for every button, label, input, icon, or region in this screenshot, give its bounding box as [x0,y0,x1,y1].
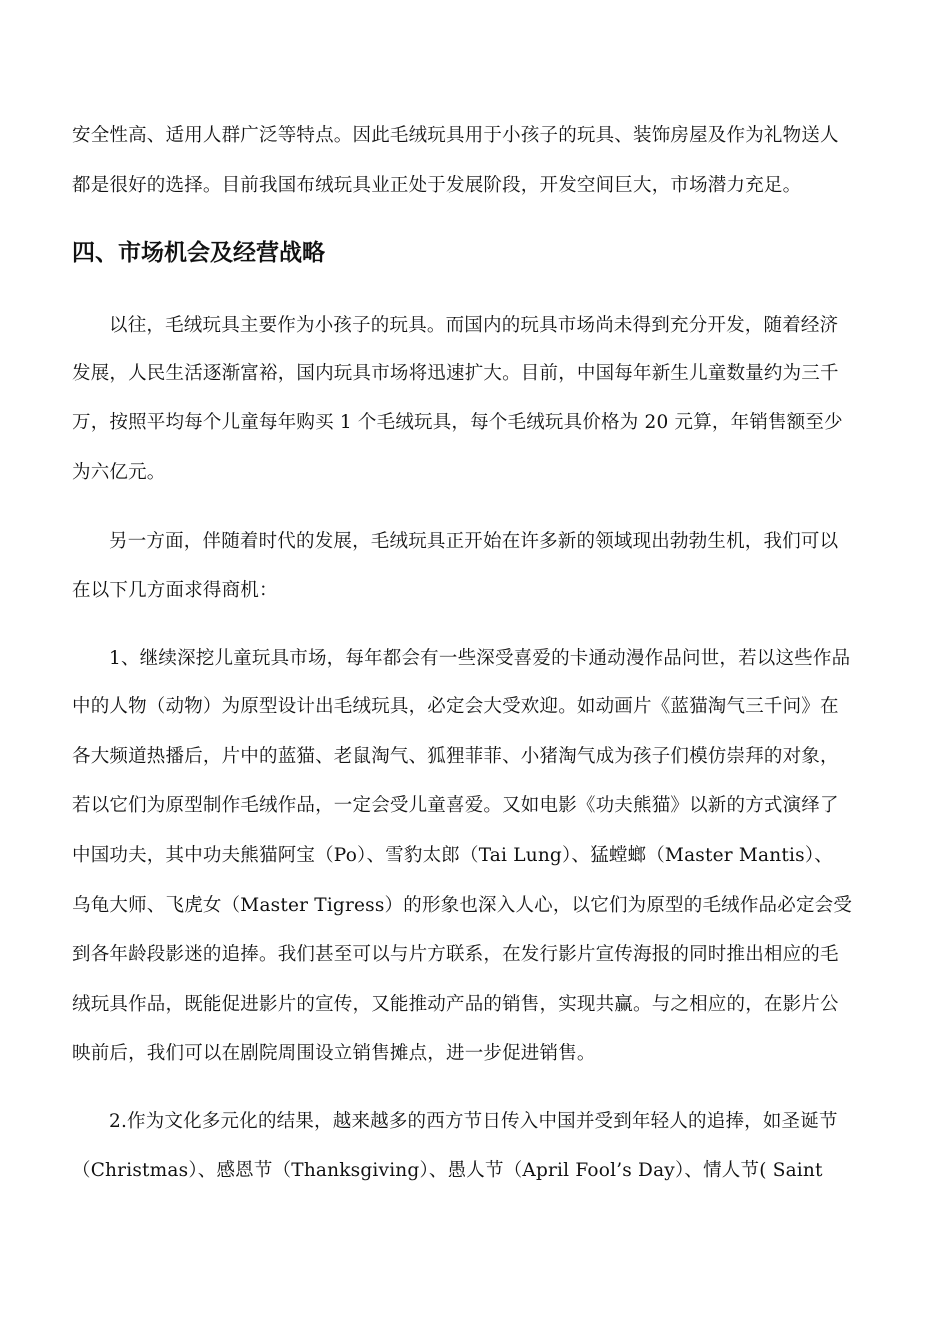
paragraph3-line-5: 中国功夫，其中功夫熊猫阿宝（Po）、雪豹太郎（Tai Lung）、猛螳螂（Master Mantis）、 [72,845,833,866]
paragraph3-line-6: 乌龟大师、飞虎女（Master Tigress）的形象也深入人心，以它们为原型的毛绒作品必定会受 [72,895,853,916]
paragraph3-line-1: 1、继续深挖儿童玩具市场，每年都会有一些深受喜爱的卡通动漫作品问世，若以这些作品 [109,648,851,669]
intro-line-2: 都是很好的选择。目前我国布绒玩具业正处于发展阶段，开发空间巨大，市场潜力充足。 [72,175,802,196]
paragraph4-line-1: 2.作为文化多元化的结果，越来越多的西方节日传入中国并受到年轻人的追捧，如圣诞节 [109,1111,838,1132]
paragraph3-line-8: 绒玩具作品，既能促进影片的宣传，又能推动产品的销售，实现共赢。与之相应的，在影片公 [72,994,839,1015]
paragraph1-line-3: 万，按照平均每个儿童每年购买 1 个毛绒玩具，每个毛绒玩具价格为 20 元算，年销售额至少 [72,412,843,433]
paragraph3-line-3: 各大频道热播后，片中的蓝猫、老鼠淘气、狐狸菲菲、小猪淘气成为孩子们模仿崇拜的对象， [72,746,839,767]
paragraph4-line-2: （Christmas）、感恩节（Thanksgiving）、愚人节（April Fool’s Day）、情人节( Saint [72,1160,823,1181]
paragraph3-line-4: 若以它们为原型制作毛绒作品，一定会受儿童喜爱。又如电影《功夫熊猫》以新的方式演绎了 [72,795,839,816]
intro-line-1: 安全性高、适用人群广泛等特点。因此毛绒玩具用于小孩子的玩具、装饰房屋及作为礼物送人 [72,125,839,146]
paragraph2-line-1: 另一方面，伴随着时代的发展，毛绒玩具正开始在许多新的领域现出勃勃生机，我们可以 [109,531,839,552]
paragraph1-line-4: 为六亿元。 [72,462,166,483]
paragraph3-line-2: 中的人物（动物）为原型设计出毛绒玩具，必定会大受欢迎。如动画片《蓝猫淘气三千问》在 [72,696,839,717]
section-heading: 四、市场机会及经营战略 [72,240,325,266]
paragraph1-line-2: 发展，人民生活逐渐富裕，国内玩具市场将迅速扩大。目前，中国每年新生儿童数量约为三千 [72,363,839,384]
paragraph2-line-2: 在以下几方面求得商机： [72,580,278,601]
paragraph3-line-9: 映前后，我们可以在剧院周围设立销售摊点，进一步促进销售。 [72,1043,596,1064]
paragraph1-line-1: 以往，毛绒玩具主要作为小孩子的玩具。而国内的玩具市场尚未得到充分开发，随着经济 [109,315,839,336]
paragraph3-line-7: 到各年龄段影迷的追捧。我们甚至可以与片方联系，在发行影片宣传海报的同时推出相应的毛 [72,944,839,965]
